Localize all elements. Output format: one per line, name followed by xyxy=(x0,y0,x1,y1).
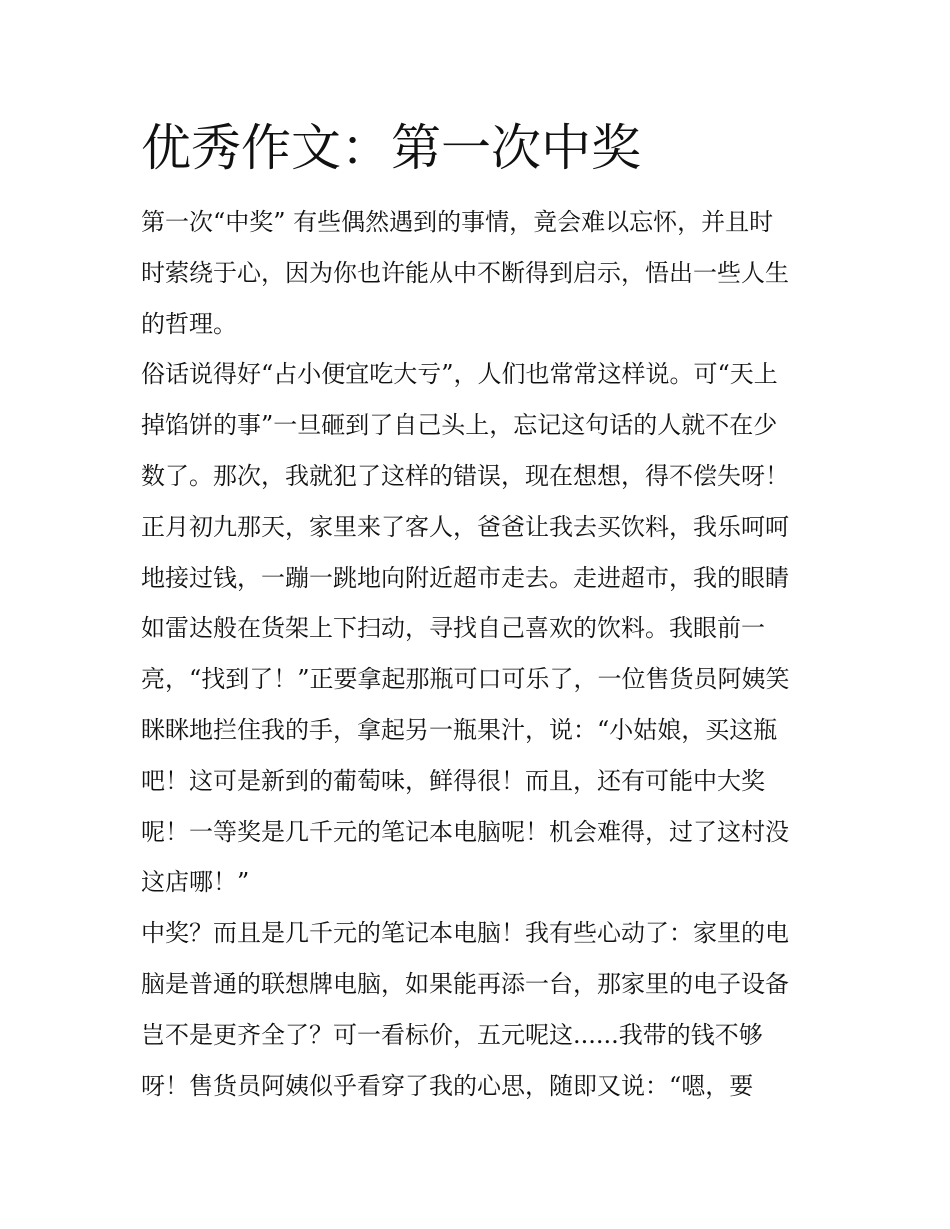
text-line: 吧！这可是新到的葡萄味，鲜得很！而且，还有可能中大奖 xyxy=(141,766,765,795)
text-line: 眯眯地拦住我的手，拿起另一瓶果汁，说：“小姑娘，买这瓶 xyxy=(141,715,778,744)
text-line: 的哲理。 xyxy=(141,309,237,338)
document-body xyxy=(141,197,821,1111)
text-line: 脑是普通的联想牌电脑，如果能再添一台，那家里的电子设备 xyxy=(141,969,789,998)
text-line: 正月初九那天，家里来了客人，爸爸让我去买饮料，我乐呵呵 xyxy=(141,512,789,541)
text-line: 岂不是更齐全了？可一看标价，五元呢这......我带的钱不够 xyxy=(141,1020,763,1049)
text-line: 地接过钱，一蹦一跳地向附近超市走去。走进超市，我的眼睛 xyxy=(141,563,789,592)
text-line: 呢！一等奖是几千元的笔记本电脑呢！机会难得，过了这村没 xyxy=(141,817,789,846)
text-line: 这店哪！” xyxy=(141,868,250,897)
text-line: 俗话说得好“占小便宜吃大亏”，人们也常常这样说。可“天上 xyxy=(141,360,778,389)
text-line: 掉馅饼的事”一旦砸到了自己头上，忘记这句话的人就不在少 xyxy=(141,411,778,440)
document-title: 优秀作文：第一次中奖 xyxy=(141,119,641,177)
text-line: 亮，“找到了！”正要拿起那瓶可口可乐了，一位售货员阿姨笑 xyxy=(141,665,790,694)
text-line: 数了。那次，我就犯了这样的错误，现在想想，得不偿失呀！ xyxy=(141,461,789,490)
text-line: 呀！售货员阿姨似乎看穿了我的心思，随即又说：“嗯，要 xyxy=(141,1071,754,1100)
text-line: 如雷达般在货架上下扫动，寻找自己喜欢的饮料。我眼前一 xyxy=(141,614,765,643)
text-line: 时萦绕于心，因为你也许能从中不断得到启示，悟出一些人生 xyxy=(141,258,789,287)
text-line: 第一次“中奖” 有些偶然遇到的事情，竟会难以忘怀，并且时 xyxy=(141,208,774,236)
text-line: 中奖？而且是几千元的笔记本电脑！我有些心动了：家里的电 xyxy=(141,919,789,948)
